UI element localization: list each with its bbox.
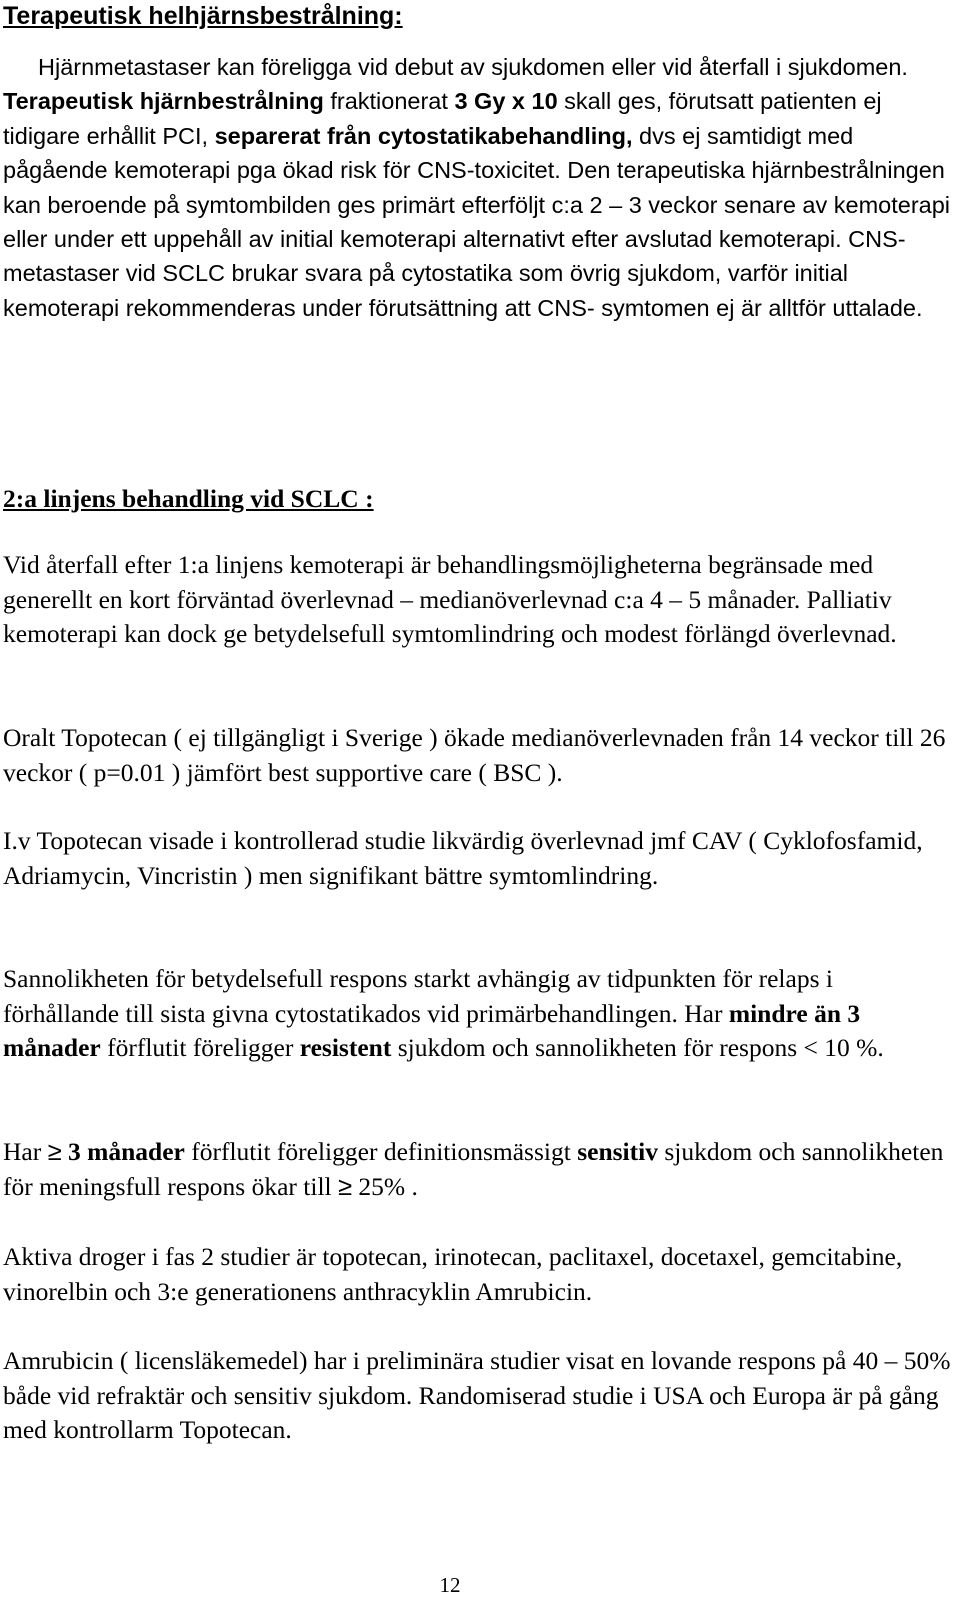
bold-run: sensitiv <box>577 1137 658 1166</box>
bold-run: resistent <box>299 1033 392 1062</box>
text-run: sjukdom och sannolikheten för respons < 10 %. <box>391 1033 884 1062</box>
greater-equal-symbol: ≥ <box>47 1138 62 1166</box>
bold-run: Terapeutisk hjärnbestrålning <box>3 88 324 115</box>
bold-run: separerat från cytostatikabehandling, <box>214 122 633 149</box>
page-number: 12 <box>439 1573 461 1597</box>
text-run: Sannolikheten för betydelsefull respons starkt avhängig av tidpunkten för relaps i förhållande till sista givna cytostatikados vid primärbehandlingen. Har <box>3 964 833 1028</box>
section-title-brain-radiation: Terapeutisk helhjärnsbestrålning: <box>3 2 403 30</box>
paragraph-amrubicin: Amrubicin ( licensläkemedel) har i preliminära studier visat en lovande respons på 40 – 50% både vid refraktär och sensitiv sjukdom. Randomiserad studie i USA och Europa är på gång med kontrollarm Topotecan. <box>3 1346 951 1444</box>
greater-equal-symbol: ≥ <box>338 1172 352 1201</box>
text-run: 25% . <box>352 1171 418 1201</box>
text-run: sjukdom och sannolikheten för meningsfull respons ökar till <box>3 1137 944 1201</box>
text-run: skall ges, förutsatt patienten ej tidigare erhållit PCI, <box>3 88 882 149</box>
text-run: dvs ej samtidigt med pågående kemoterapi pga ökad risk för CNS-toxicitet. <box>3 122 854 184</box>
paragraph-sensitive <box>3 1135 955 1204</box>
text-run: förflutit föreligger definitionsmässigt <box>184 1137 578 1166</box>
bold-run: mindre än 3 månader <box>3 998 861 1062</box>
paragraph-probability <box>3 962 955 1066</box>
paragraph-brain-radiation <box>3 50 955 325</box>
paragraph-relapse: Vid återfall efter 1:a linjens kemoterapi är behandlingsmöjligheterna begränsade med generellt en kort förväntad överlevnad – medianöverlevnad c:a 4 – 5 månader. Palliativ kemoterapi kan dock ge betydelsefull symtomlindring och modest förlängd överlevnad. <box>3 550 897 648</box>
text-run: fraktionerat <box>323 88 455 115</box>
paragraph-active-drugs: Aktiva droger i fas 2 studier är topotecan, irinotecan, paclitaxel, docetaxel, gemcitabine, vinorelbin och 3:e generationens anthracyklin Amrubicin. <box>3 1242 903 1306</box>
bold-run: 3 Gy x 10 <box>454 88 558 115</box>
paragraph-oral-topotecan: Oralt Topotecan ( ej tillgängligt i Sverige ) ökade medianöverlevnaden från 14 veckor till 26 veckor ( p=0.01 ) jämfört best supportive care ( BSC ). <box>3 723 946 787</box>
text-run: Hjärnmetastaser kan föreligga vid debut av sjukdomen eller vid återfall i sjukdomen. <box>38 54 908 80</box>
paragraph-iv-topotecan: I.v Topotecan visade i kontrollerad studie likvärdig överlevnad jmf CAV ( Cyklofosfamid, Adriamycin, Vincristin ) men signifikant bättre symtomlindring. <box>3 826 923 890</box>
text-run: Den terapeutiska hjärnbestrålningen kan beroende på symtombilden ges primärt efterföljt c:a 2 – 3 veckor senare av kemoterapi eller under ett uppehåll av initial kemoterapi alternativt efter avslutad kemoterapi. CNS- metastaser vid SCLC brukar svara på cytostatika som övrig sjukdom, varför initial kemoterapi rekommenderas under förutsättning att CNS- symtomen ej är alltför uttalade. <box>3 157 951 321</box>
section-title-second-line: 2:a linjens behandling vid SCLC : <box>3 484 374 513</box>
text-run: förflutit föreligger <box>100 1033 300 1062</box>
bold-run: 3 månader <box>61 1137 185 1166</box>
text-run: Har <box>3 1137 48 1166</box>
